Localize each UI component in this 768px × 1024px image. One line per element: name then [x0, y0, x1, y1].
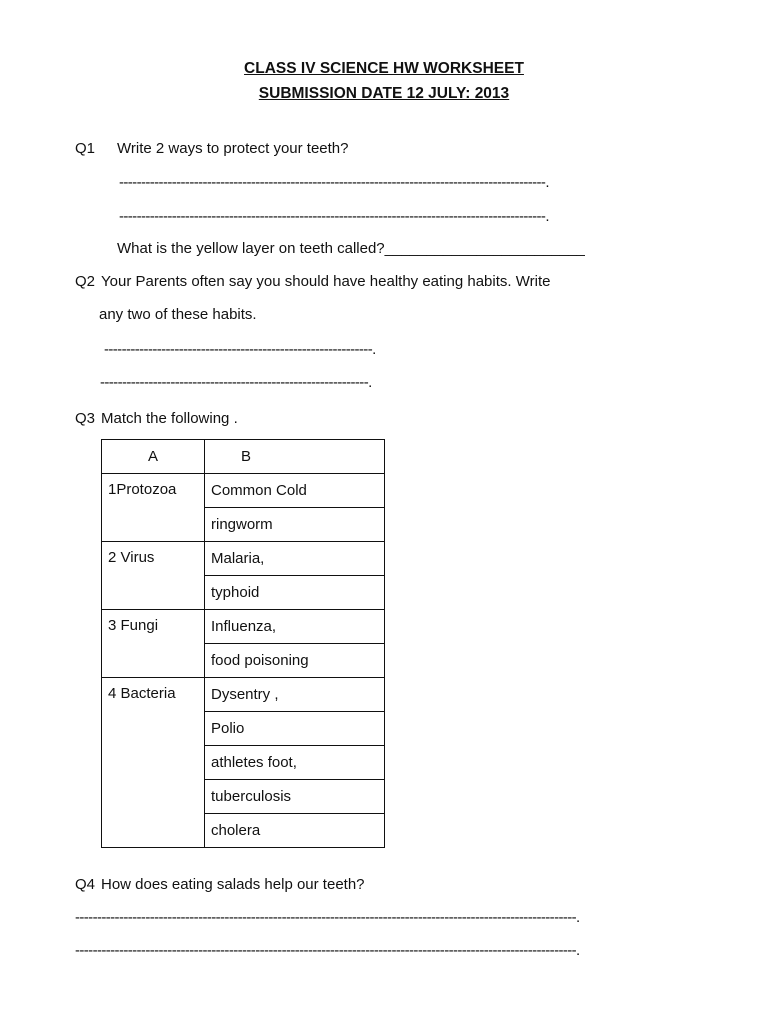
q2-text-line-2: any two of these habits.	[99, 306, 257, 323]
table-row	[102, 440, 385, 474]
col-b-item: tuberculosis	[205, 780, 385, 814]
q2-answer-line-1: -------------------------------------------------------------.	[104, 341, 376, 358]
worksheet-title: CLASS IV SCIENCE HW WORKSHEET	[244, 60, 524, 77]
table-row	[102, 542, 385, 576]
q1-number: Q1	[75, 140, 96, 157]
col-a-item: 2 Virus	[102, 542, 205, 610]
q2-number: Q2	[75, 273, 96, 290]
col-a-item: 4 Bacteria	[102, 678, 205, 848]
col-b-header: B	[205, 440, 385, 474]
q2-text-line-1: Your Parents often say you should have healthy eating habits. Write	[101, 273, 551, 290]
col-b-item: food poisoning	[205, 644, 385, 678]
col-b-item: athletes foot,	[205, 746, 385, 780]
col-b-item: Dysentry ,	[205, 678, 385, 712]
col-b-item: Polio	[205, 712, 385, 746]
q4-answer-line-1: ------------------------------------------------------------------------------------------------------------------.	[75, 909, 580, 926]
q3-number: Q3	[75, 410, 96, 427]
q1-answer-line-1: -------------------------------------------------------------------------------------------------.	[119, 174, 549, 191]
table-row	[102, 474, 385, 508]
table-row	[102, 678, 385, 712]
q1-text: Write 2 ways to protect your teeth?	[117, 140, 349, 157]
col-b-item: typhoid	[205, 576, 385, 610]
col-b-item: cholera	[205, 814, 385, 848]
submission-date: SUBMISSION DATE 12 JULY: 2013	[258, 85, 510, 102]
q2-answer-line-2: -------------------------------------------------------------.	[100, 374, 372, 391]
q1-sub-question: What is the yellow layer on teeth called?________________________	[117, 240, 585, 257]
col-a-item: 3 Fungi	[102, 610, 205, 678]
col-b-item: ringworm	[205, 508, 385, 542]
table-row	[102, 610, 385, 644]
q1-answer-line-2: -------------------------------------------------------------------------------------------------.	[119, 208, 549, 225]
q4-text: How does eating salads help our teeth?	[101, 876, 365, 893]
q3-text: Match the following .	[101, 410, 238, 427]
match-table	[101, 439, 385, 848]
q4-number: Q4	[75, 876, 96, 893]
col-a-item: 1Protozoa	[102, 474, 205, 542]
col-b-item: Common Cold	[205, 474, 385, 508]
q4-answer-line-2: ------------------------------------------------------------------------------------------------------------------.	[75, 942, 580, 959]
col-b-item: Malaria,	[205, 542, 385, 576]
col-b-item: Influenza,	[205, 610, 385, 644]
col-a-header: A	[102, 440, 205, 474]
